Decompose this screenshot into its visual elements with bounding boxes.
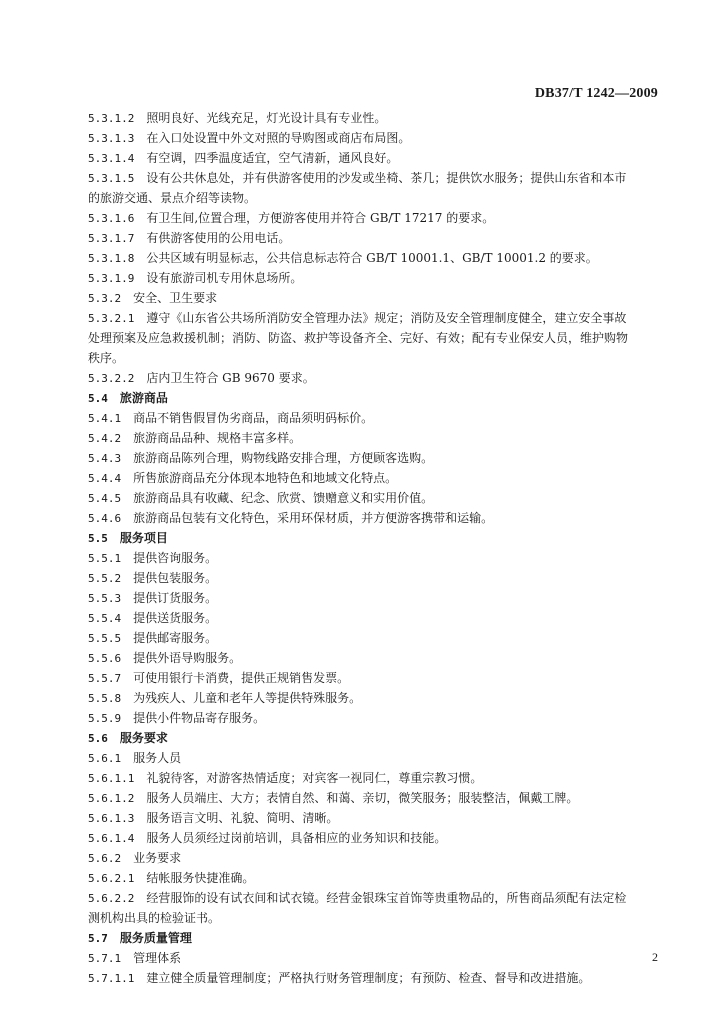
clause-text: 提供外语导购服务。 [133,651,242,665]
clause-text: 为残疾人、儿童和老年人等提供特殊服务。 [133,691,362,705]
clause-text: 设有公共休息处，并有供游客使用的沙发或坐椅、茶几；提供饮水服务；提供山东省和本市 [146,171,627,185]
clause-number: 5.3.1.6 [88,212,135,225]
clause-number: 5.4.2 [88,432,122,445]
text-line [88,368,660,388]
clause-text: 设有旅游司机专用休息场所。 [146,271,303,285]
text-line [88,708,660,728]
clause-number: 5.4.6 [88,512,122,525]
text-line [88,288,660,308]
clause-text: 旅游商品品种、规格丰富多样。 [133,431,302,445]
clause-number: 5.5.8 [88,692,122,705]
clause-number: 5.5.5 [88,632,122,645]
clause-number: 5.5.9 [88,712,122,725]
text-line [88,328,660,348]
clause-text: 所售旅游商品充分体现本地特色和地域文化特点。 [133,471,398,485]
clause-text: 店内卫生符合 GB 9670 要求。 [146,371,315,385]
text-line [88,508,660,528]
clause-number: 5.4.1 [88,412,122,425]
document-code: DB37/T 1242—2009 [534,86,658,101]
clause-number: 5.6.1.3 [88,812,135,825]
text-line [88,768,660,788]
clause-number: 5.5.7 [88,672,122,685]
clause-text: 照明良好、光线充足，灯光设计具有专业性。 [146,111,387,125]
clause-text: 提供订货服务。 [133,591,218,605]
text-line [88,308,660,328]
text-line [88,108,660,128]
text-line [88,248,660,268]
text-line [88,488,660,508]
text-line [88,908,660,928]
clause-text: 处理预案及应急救援机制；消防、防盗、救护等设备齐全、完好、有效；配有专业保安人员，维护购物 [88,331,629,345]
clause-text: 业务要求 [133,851,182,865]
clause-number: 5.3.1.8 [88,252,135,265]
text-line [88,788,660,808]
clause-text: 的旅游交通、景点介绍等读物。 [88,191,257,205]
clause-number: 5.6 [88,732,108,745]
clause-number: 5.5.2 [88,572,122,585]
text-line [88,668,660,688]
clause-number: 5.3.1.7 [88,232,135,245]
clause-number: 5.6.2.2 [88,892,135,905]
text-line [88,688,660,708]
clause-number: 5.4.3 [88,452,122,465]
text-line [88,828,660,848]
text-line [88,348,660,368]
clause-text: 提供送货服务。 [133,611,218,625]
clause-text: 经营服饰的设有试衣间和试衣镜。经营金银珠宝首饰等贵重物品的，所售商品须配有法定检 [146,891,627,905]
text-line [88,588,660,608]
clause-number: 5.3.1.9 [88,272,135,285]
clause-text: 旅游商品陈列合理，购物线路安排合理，方便顾客选购。 [133,451,434,465]
text-line [88,928,660,948]
clause-text: 服务人员端庄、大方；表情自然、和蔼、亲切，微笑服务；服装整洁，佩戴工牌。 [146,791,579,805]
clause-text: 服务质量管理 [119,931,192,945]
clause-text: 服务语言文明、礼貌、简明、清晰。 [146,811,339,825]
text-line [88,388,660,408]
clause-number: 5.7 [88,932,108,945]
clause-number: 5.3.1.3 [88,132,135,145]
text-line [88,228,660,248]
clause-number: 5.3.2.2 [88,372,135,385]
clause-text: 遵守《山东省公共场所消防安全管理办法》规定；消防及安全管理制度健全，建立安全事故 [146,311,627,325]
clause-number: 5.5.6 [88,652,122,665]
clause-text: 提供咨询服务。 [133,551,218,565]
text-line [88,128,660,148]
clause-text: 服务人员须经过岗前培训，具备相应的业务知识和技能。 [146,831,447,845]
text-line [88,728,660,748]
clause-number: 5.6.1.1 [88,772,135,785]
clause-text: 有空调，四季温度适宜，空气清新，通风良好。 [146,151,399,165]
clause-number: 5.5 [88,532,108,545]
clause-text: 安全、卫生要求 [133,291,218,305]
clause-number: 5.4.4 [88,472,122,485]
text-line [88,628,660,648]
clause-number: 5.4.5 [88,492,122,505]
clause-text: 服务人员 [133,751,182,765]
text-line [88,848,660,868]
clause-text: 旅游商品包装有文化特色，采用环保材质，并方便游客携带和运输。 [133,511,494,525]
text-line [88,808,660,828]
clause-number: 5.3.2.1 [88,312,135,325]
clause-number: 5.6.2 [88,852,122,865]
clause-number: 5.7.1 [88,952,122,965]
clause-number: 5.6.1.2 [88,792,135,805]
clause-text: 管理体系 [133,951,182,965]
clause-number: 5.6.2.1 [88,872,135,885]
text-line [88,968,660,988]
text-line [88,428,660,448]
text-line [88,868,660,888]
clause-number: 5.5.3 [88,592,122,605]
clause-text: 秩序。 [88,351,125,365]
clause-text: 礼貌待客，对游客热情适度；对宾客一视同仁，尊重宗教习惯。 [146,771,483,785]
clause-text: 服务项目 [119,531,168,545]
text-line [88,888,660,908]
clause-text: 提供包装服务。 [133,571,218,585]
document-body [88,108,660,988]
clause-text: 结帐服务快捷准确。 [146,871,255,885]
clause-number: 5.3.1.2 [88,112,135,125]
clause-text: 有卫生间,位置合理，方便游客使用并符合 GB/T 17217 的要求。 [146,211,495,225]
clause-text: 提供小件物品寄存服务。 [133,711,266,725]
clause-number: 5.6.1 [88,752,122,765]
text-line [88,208,660,228]
clause-number: 5.4 [88,392,108,405]
clause-number: 5.5.1 [88,552,122,565]
text-line [88,468,660,488]
text-line [88,948,660,968]
text-line [88,648,660,668]
clause-number: 5.6.1.4 [88,832,135,845]
clause-text: 服务要求 [119,731,168,745]
text-line [88,568,660,588]
clause-text: 旅游商品具有收藏、纪念、欣赏、馈赠意义和实用价值。 [133,491,434,505]
clause-text: 有供游客使用的公用电话。 [146,231,291,245]
text-line [88,188,660,208]
clause-text: 公共区域有明显标志，公共信息标志符合 GB/T 10001.1、GB/T 10001.2 的要求。 [146,251,598,265]
text-line [88,608,660,628]
clause-number: 5.3.1.4 [88,152,135,165]
clause-text: 可使用银行卡消费，提供正规销售发票。 [133,671,350,685]
clause-number: 5.7.1.1 [88,972,135,985]
clause-number: 5.5.4 [88,612,122,625]
clause-text: 建立健全质量管理制度；严格执行财务管理制度；有预防、检查、督导和改进措施。 [146,971,591,985]
clause-text: 商品不销售假冒伪劣商品，商品须明码标价。 [133,411,374,425]
clause-number: 5.3.2 [88,292,122,305]
text-line [88,448,660,468]
page-number: 2 [652,950,658,964]
text-line [88,268,660,288]
text-line [88,748,660,768]
text-line [88,168,660,188]
text-line [88,548,660,568]
clause-number: 5.3.1.5 [88,172,135,185]
text-line [88,148,660,168]
text-line [88,528,660,548]
text-line [88,408,660,428]
clause-text: 在入口处设置中外文对照的导购图或商店布局图。 [146,131,411,145]
clause-text: 提供邮寄服务。 [133,631,218,645]
clause-text: 旅游商品 [119,391,168,405]
clause-text: 测机构出具的检验证书。 [88,911,221,925]
